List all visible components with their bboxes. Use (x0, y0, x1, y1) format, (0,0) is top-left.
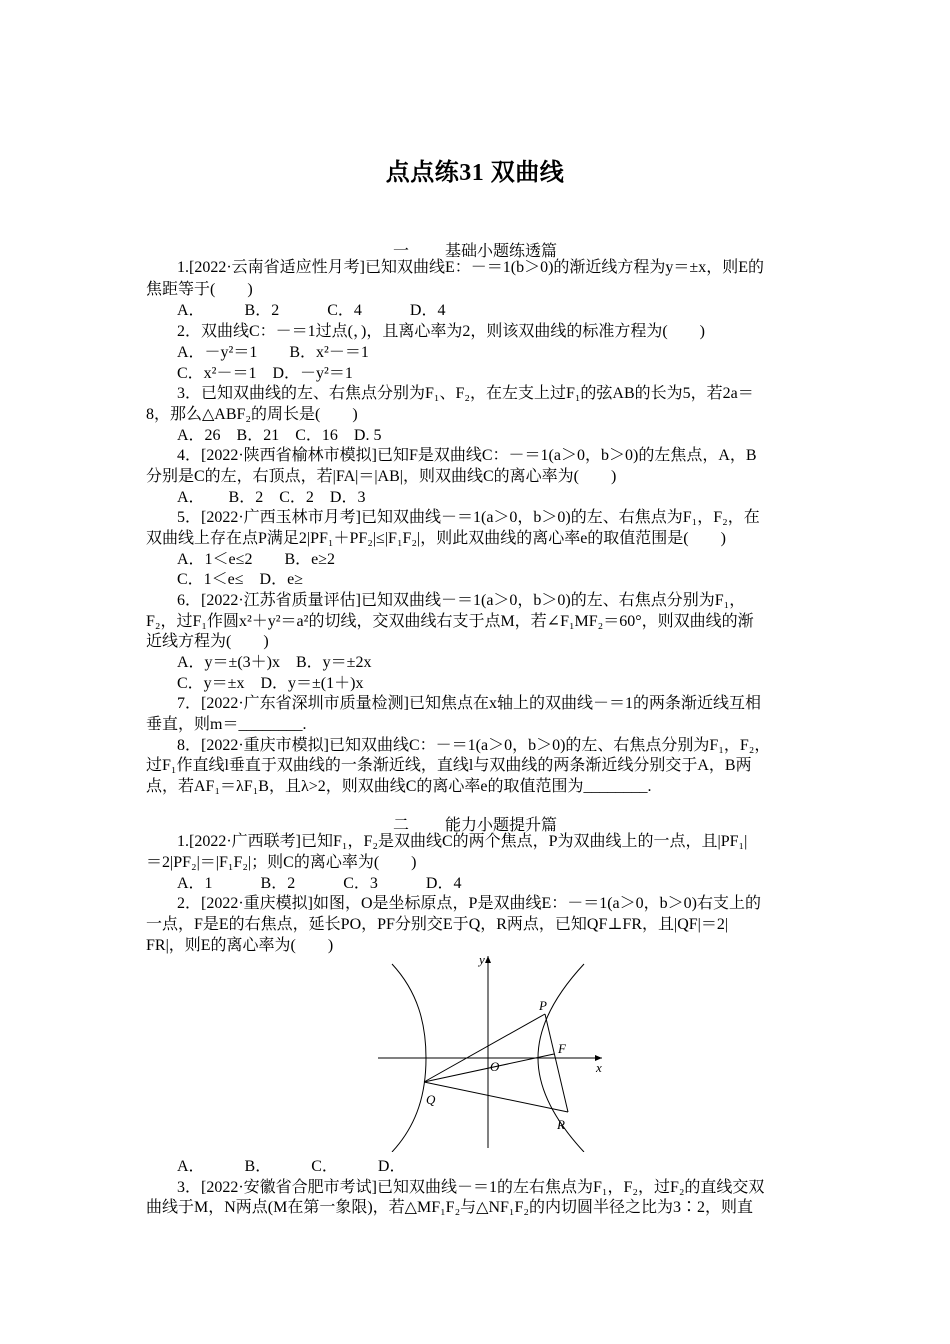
answer-options: A． B． C． D． (177, 1158, 406, 1175)
point-R-label: R (557, 1117, 565, 1132)
problem-line: 焦距等于( ) (146, 281, 253, 298)
section-number: 二 (392, 817, 409, 834)
hyperbola-figure (378, 952, 608, 1152)
answer-options: C．y＝±x D．y＝±(1＋)x (177, 675, 364, 692)
point-Q-label: Q (426, 1092, 436, 1107)
y-axis-arrow (485, 956, 491, 963)
page-title: 点点练31 双曲线 (385, 160, 565, 186)
y-axis-label: y (479, 952, 485, 967)
section-number: 一 (392, 243, 409, 260)
problem-line: 4．[2022·陕西省榆林市模拟]已知F是双曲线C：－＝1(a＞0，b＞0)的左焦点，A，B (177, 447, 757, 464)
problem-line: 分别是C的左，右顶点，若|FA|＝|AB|，则双曲线C的离心率为( ) (146, 468, 617, 485)
answer-options: C．1＜e≤ D．e≥ (177, 571, 303, 588)
problem-line: 1.[2022·云南省适应性月考]已知双曲线E：－＝1(b＞0)的渐近线方程为y＝±x，则E的 (177, 259, 764, 276)
problem-line: 2．双曲线C：－＝1过点(，)，且离心率为2，则该双曲线的标准方程为( ) (177, 323, 705, 340)
problem-line: 3．已知双曲线的左、右焦点分别为F₁、F₂，在左支上过F₁的弦AB的长为5，若2a＝ (177, 385, 754, 402)
problem-line: 1.[2022·广西联考]已知F₁，F₂是双曲线C的两个焦点，P为双曲线上的一点，且|PF₁| (177, 833, 748, 850)
problem-line: 3．[2022·安徽省合肥市考试]已知双曲线－＝1的左右焦点为F₁，F₂，过F₂的直线交双 (177, 1179, 765, 1196)
section-label: 能力小题提升篇 (445, 817, 558, 834)
problem-line: 2．[2022·重庆模拟]如图，O是坐标原点，P是双曲线E：－＝1(a＞0，b＞0)右支上的 (177, 895, 761, 912)
x-axis-label: x (596, 1060, 602, 1075)
answer-options: A． B．2 C．4 D．4 (177, 302, 446, 319)
answer-options: A．26 B．21 C．16 D. 5 (177, 427, 382, 444)
section-label: 基础小题练透篇 (445, 243, 558, 260)
problem-line: ＝2|PF₂|＝|F₁F₂|；则C的离心率为( ) (146, 854, 417, 871)
segment-PR (545, 1014, 568, 1112)
problem-line: 一点，F是E的右焦点，延长PO，PF分别交E于Q，R两点，已知QF⊥FR，且|QF|＝2| (146, 916, 729, 933)
problem-line: 7．[2022·广东省深圳市质量检测]已知焦点在x轴上的双曲线－＝1的两条渐近线互相 (177, 695, 761, 712)
problem-line: 近线方程为( ) (146, 633, 269, 650)
origin-label: O (490, 1059, 500, 1074)
answer-options: A．1＜e≤2 B．e≥2 (177, 551, 335, 568)
problem-line: FR|，则E的离心率为( ) (146, 937, 334, 954)
segment-PQ (424, 1014, 545, 1082)
point-F-label: F (558, 1041, 566, 1056)
answer-options: A．y＝±(3＋)x B．y＝±2x (177, 654, 372, 671)
problem-line: 5．[2022·广西玉林市月考]已知双曲线－＝1(a＞0，b＞0)的左、右焦点为F₁，F₂，在 (177, 509, 760, 526)
answer-options: A． B．2 C．2 D．3 (177, 489, 366, 506)
problem-line: 双曲线上存在点P满足2|PF₁＋PF₂|≤|F₁F₂|，则此双曲线的离心率e的取值范围是( ) (146, 530, 726, 547)
problem-line: 曲线于M，N两点(M在第一象限)，若△MF₁F₂与△NF₁F₂的内切圆半径之比为3∶2，则直 (146, 1199, 753, 1216)
answer-options: A．－y²＝1 B．x²－＝1 (177, 344, 369, 361)
problem-line: 垂直，则m＝________. (146, 716, 307, 733)
problem-line: 6．[2022·江苏省质量评估]已知双曲线－＝1(a＞0，b＞0)的左、右焦点分别为F₁， (177, 592, 746, 609)
problem-line: 过F₁作直线l垂直于双曲线的一条渐近线，直线l与双曲线的两条渐近线分别交于A，B两 (146, 757, 752, 774)
problem-line: 8．[2022·重庆市模拟]已知双曲线C：－＝1(a＞0，b＞0)的左、右焦点分别为F₁，F₂， (177, 737, 771, 754)
problem-line: 点，若AF₁＝λF₁B，且λ>2，则双曲线C的离心率e的取值范围为________. (146, 778, 652, 795)
problem-line: F₂，过F₁作圆x²＋y²＝a²的切线，交双曲线右支于点M，若∠F₁MF₂＝60°，则双曲线的渐 (146, 613, 754, 630)
answer-options: C．x²－＝1 D．－y²＝1 (177, 365, 353, 382)
answer-options: A．1 B．2 C．3 D．4 (177, 875, 462, 892)
problem-line: 8，那么△ABF₂的周长是( ) (146, 406, 358, 423)
point-P-label: P (539, 998, 547, 1013)
